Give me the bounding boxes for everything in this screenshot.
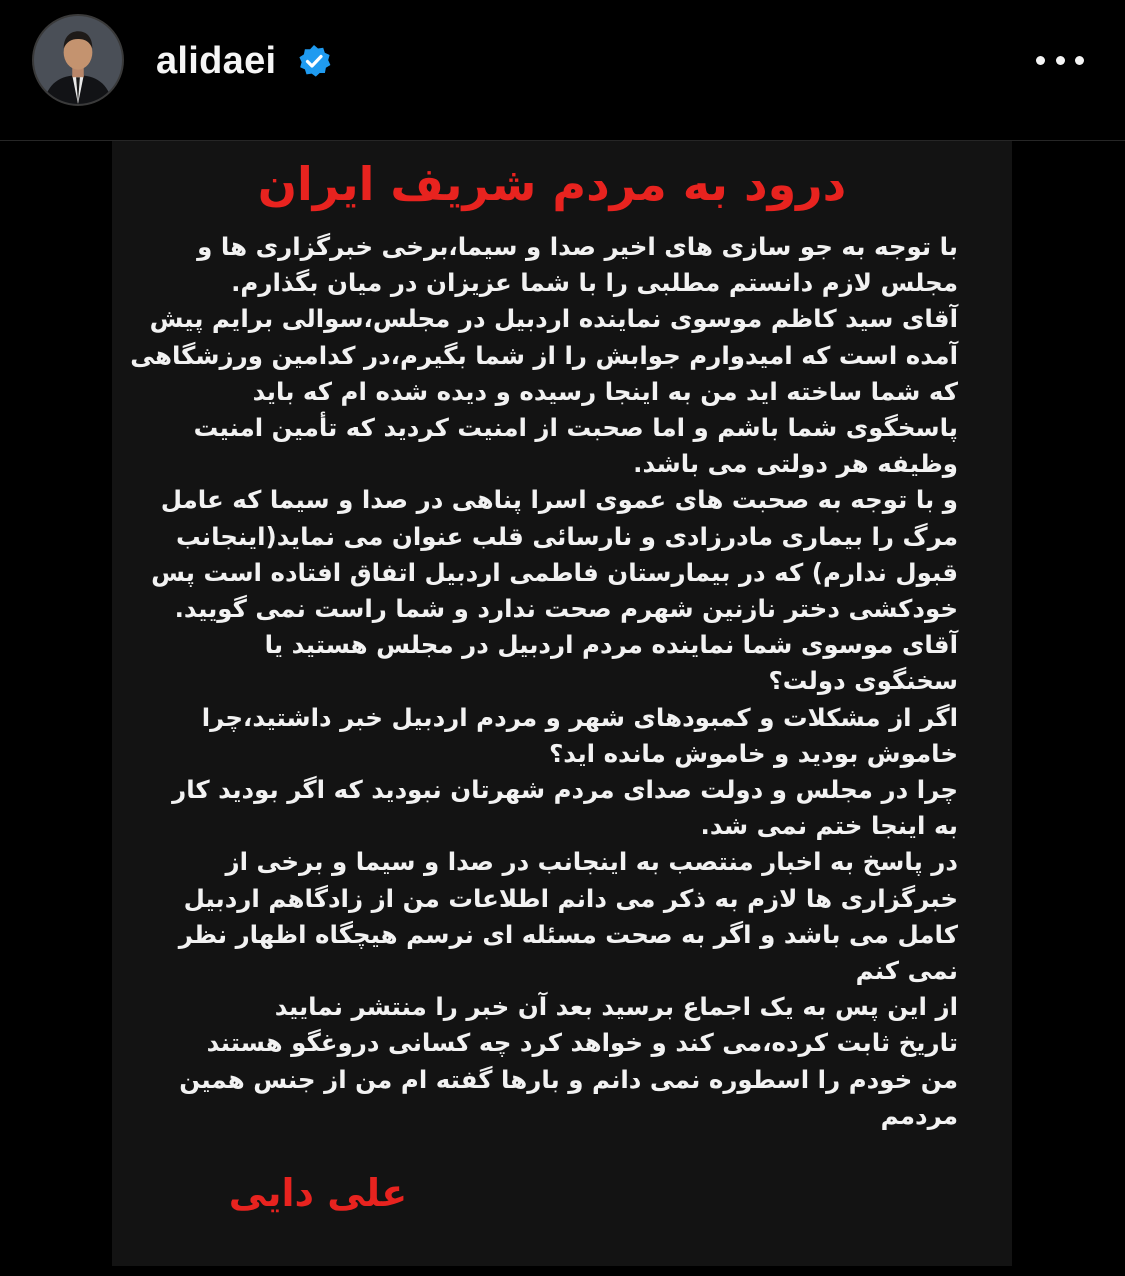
post-image[interactable] [112, 141, 1012, 1266]
body-line: پاسخگوی شما باشم و اما صحبت از امنیت کردید که تأمین امنیت [193, 413, 958, 443]
body-line: کامل می باشد و اگر به صحت مسئله ای نرسم هیچگاه اظهار نظر [178, 919, 958, 949]
body-line: با توجه به جو سازی های اخیر صدا و سیما،برخی خبرگزاری ها و [197, 232, 958, 261]
body-line: که شما ساخته اید من به اینجا رسیده و دیده شده ام که باید [252, 376, 958, 406]
verified-badge-icon [297, 44, 331, 78]
body-line: سخنگوی دولت؟ [768, 666, 958, 696]
body-line: از این پس به یک اجماع برسید بعد آن خبر را منتشر نمایید [274, 992, 958, 1022]
body-line: خبرگزاری ها لازم به ذکر می دانم اطلاعات من از زادگاهم اردبیل [183, 883, 958, 913]
body-line: خودکشی دختر نازنین شهرم صحت ندارد و شما راست نمی گویید. [174, 594, 958, 624]
body-line: در پاسخ به اخبار منتصب به اینجانب در صدا و سیما و برخی از [225, 847, 958, 877]
post-title: درود به مردم شریف ایران [257, 157, 847, 211]
body-line: مردمم [880, 1100, 958, 1130]
body-line: قبول ندارم) که در بیمارستان فاطمی اردبیل اتفاق افتاده است پس [151, 557, 958, 587]
body-line: من خودم را اسطوره نمی دانم و بارها گفته ام من از جنس همین [179, 1064, 958, 1094]
body-line: مجلس لازم دانستم مطلبی را با شما عزیزان در میان بگذارم. [231, 268, 958, 298]
body-line: به اینجا ختم نمی شد. [700, 811, 958, 841]
avatar[interactable] [32, 14, 124, 106]
more-options-icon [1036, 56, 1084, 65]
profile-photo-icon [34, 16, 122, 104]
post-body [130, 229, 958, 1134]
username[interactable]: alidaei [156, 40, 277, 82]
signature: علی دایی [228, 1171, 408, 1215]
body-line: تاریخ ثابت کرده،می کند و خواهد کرد چه کسانی دروغگو هستند [206, 1028, 958, 1058]
body-line: نمی کنم [855, 956, 958, 986]
body-line: آقای موسوی شما نماینده مردم اردبیل در مجلس هستید یا [264, 630, 958, 660]
body-line: وظیفه هر دولتی می باشد. [633, 449, 958, 479]
body-line: خاموش بودید و خاموش مانده اید؟ [549, 738, 958, 768]
body-line: مرگ را بیماری مادرزادی و نارسائی قلب عنوان می نماید(اینجانب [175, 521, 958, 551]
body-line: اگر از مشکلات و کمبودهای شهر و مردم اردبیل خبر داشتید،چرا [201, 702, 958, 732]
more-options-button[interactable] [1030, 42, 1090, 78]
body-line: چرا در مجلس و دولت صدای مردم شهرتان نبودید که اگر بودید کار [172, 775, 958, 805]
body-line: آمده است که امیدوارم جوابش را از شما بگیرم،در کدامین ورزشگاهی [130, 340, 958, 370]
body-line: آقای سید کاظم موسوی نماینده اردبیل در مجلس،سوالی برایم پیش [149, 304, 958, 334]
body-line: و با توجه به صحبت های عموی اسرا پناهی در صدا و سیما که عامل [160, 485, 958, 515]
post-header [0, 0, 1125, 141]
